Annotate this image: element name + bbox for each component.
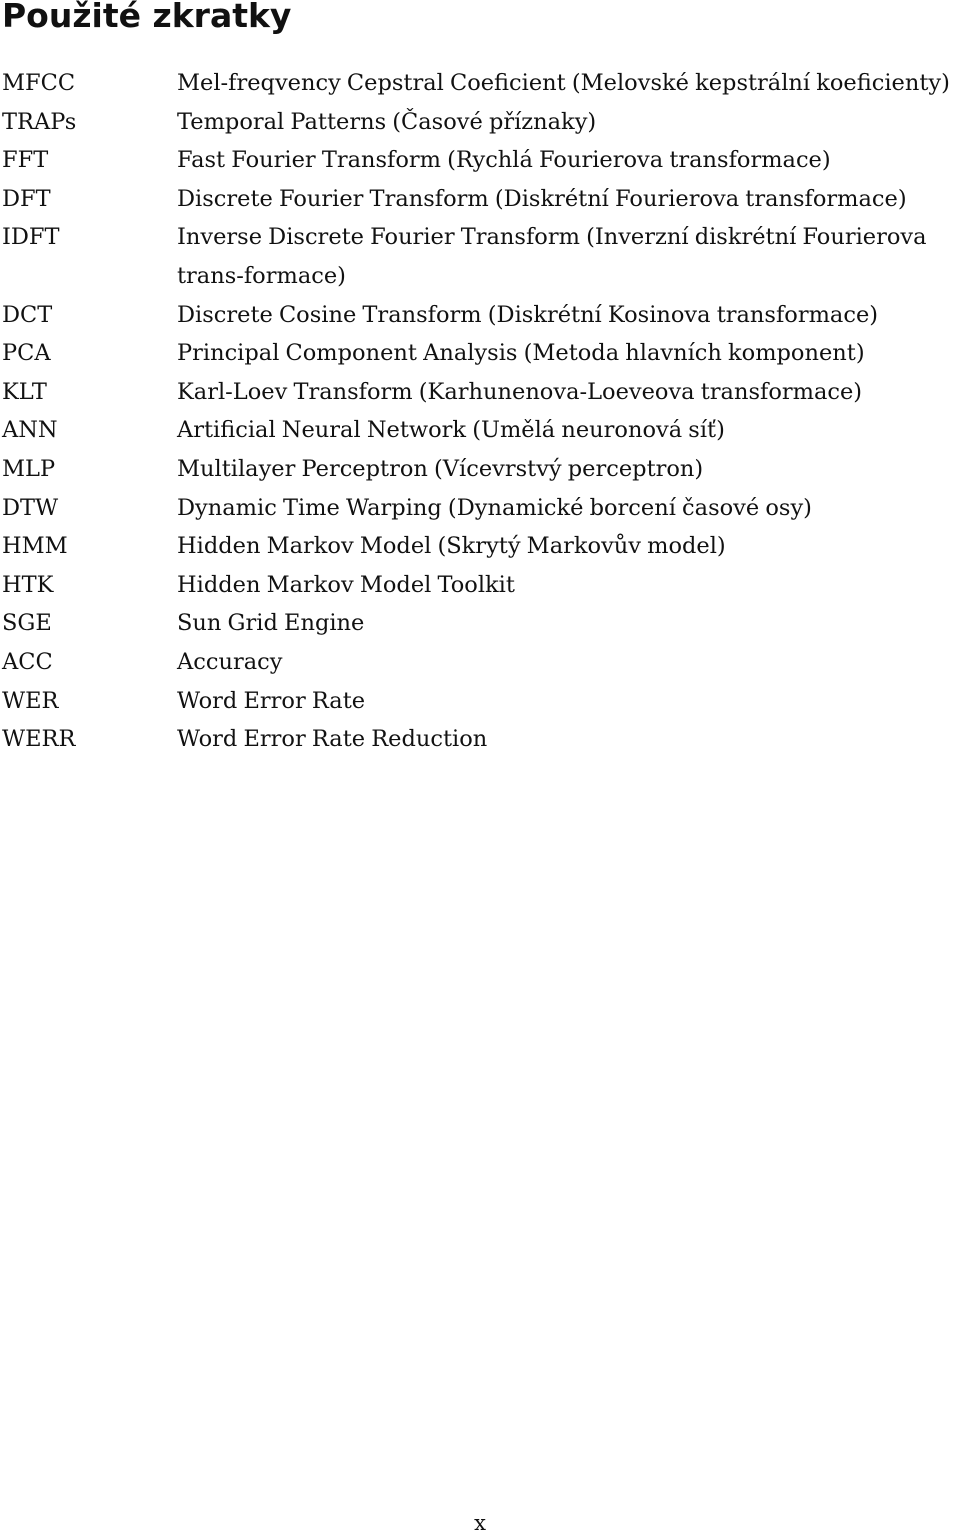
- page-number: x: [474, 1511, 486, 1535]
- abbreviation-definition: Karl-Loev Transform (Karhunenova-Loeveova transformace): [177, 378, 863, 405]
- abbreviation-definition: Accuracy: [177, 648, 283, 675]
- abbreviation-definition: Dynamic Time Warping (Dynamické borcení časové osy): [177, 494, 812, 521]
- abbreviation-definition: Hidden Markov Model Toolkit: [177, 571, 515, 598]
- abbreviation-code: MLP: [2, 455, 56, 482]
- abbreviation-row-ann: [0, 411, 960, 450]
- abbreviation-row-hmm: [0, 527, 960, 566]
- page-heading: Použité zkratky: [2, 0, 292, 35]
- abbreviation-definition: Inverse Discrete Fourier Transform (Inverzní diskrétní Fourierova trans-formace): [177, 224, 927, 289]
- abbreviation-code: TRAPs: [2, 108, 77, 135]
- abbreviation-row-dft: [0, 180, 960, 219]
- abbreviation-row-mfcc: [0, 64, 960, 103]
- abbreviation-definition: Temporal Patterns (Časové příznaky): [177, 108, 597, 135]
- abbreviation-row-wer: [0, 682, 960, 721]
- abbreviation-row-mlp: [0, 450, 960, 489]
- abbreviation-code: IDFT: [2, 224, 60, 251]
- abbreviation-row-klt: [0, 373, 960, 412]
- abbreviation-code: ANN: [2, 417, 58, 444]
- abbreviation-code: HMM: [2, 533, 68, 560]
- abbreviation-code: DTW: [2, 494, 59, 521]
- abbreviation-code: FFT: [2, 147, 49, 174]
- abbreviation-definition: Mel-freqvency Cepstral Coeficient (Melovské kepstrální koeficienty): [177, 70, 950, 96]
- abbreviation-row-traps: [0, 103, 960, 142]
- abbreviation-code: WERR: [2, 726, 76, 753]
- abbreviation-code: DFT: [2, 185, 51, 212]
- abbreviation-row-dtw: [0, 489, 960, 528]
- abbreviation-definition: Multilayer Perceptron (Vícevrstvý perceptron): [177, 455, 704, 482]
- abbreviation-row-fft: [0, 141, 960, 180]
- abbreviation-code: PCA: [2, 340, 51, 367]
- abbreviation-code: KLT: [2, 378, 47, 405]
- abbreviation-code: HTK: [2, 571, 54, 598]
- abbreviation-definition: Principal Component Analysis (Metoda hlavních komponent): [177, 340, 865, 367]
- abbreviation-row-idft: [0, 218, 960, 295]
- abbreviation-definition: Sun Grid Engine: [177, 610, 365, 637]
- abbreviation-definition: Artificial Neural Network (Umělá neuronová síť): [177, 417, 725, 444]
- abbreviation-row-werr: [0, 720, 960, 759]
- abbreviation-row-acc: [0, 643, 960, 682]
- abbreviation-row-pca: [0, 334, 960, 373]
- abbreviation-definition: Word Error Rate: [177, 687, 366, 714]
- abbreviation-row-htk: [0, 566, 960, 605]
- abbreviation-definition: Discrete Fourier Transform (Diskrétní Fourierova transformace): [177, 185, 907, 212]
- abbreviation-code: MFCC: [2, 70, 76, 96]
- abbreviation-definition: Fast Fourier Transform (Rychlá Fourierova transformace): [177, 147, 831, 174]
- abbreviation-code: WER: [2, 687, 59, 714]
- abbreviation-definition: Word Error Rate Reduction: [177, 726, 488, 753]
- abbreviation-row-dct: [0, 296, 960, 335]
- abbreviation-definition: Hidden Markov Model (Skrytý Markovův model): [177, 533, 726, 560]
- abbreviation-list: [0, 64, 960, 759]
- abbreviation-code: SGE: [2, 610, 52, 637]
- abbreviation-definition: Discrete Cosine Transform (Diskrétní Kosinova transformace): [177, 301, 879, 328]
- abbreviation-code: DCT: [2, 301, 53, 328]
- abbreviation-code: ACC: [2, 648, 53, 675]
- abbreviation-row-sge: [0, 604, 960, 643]
